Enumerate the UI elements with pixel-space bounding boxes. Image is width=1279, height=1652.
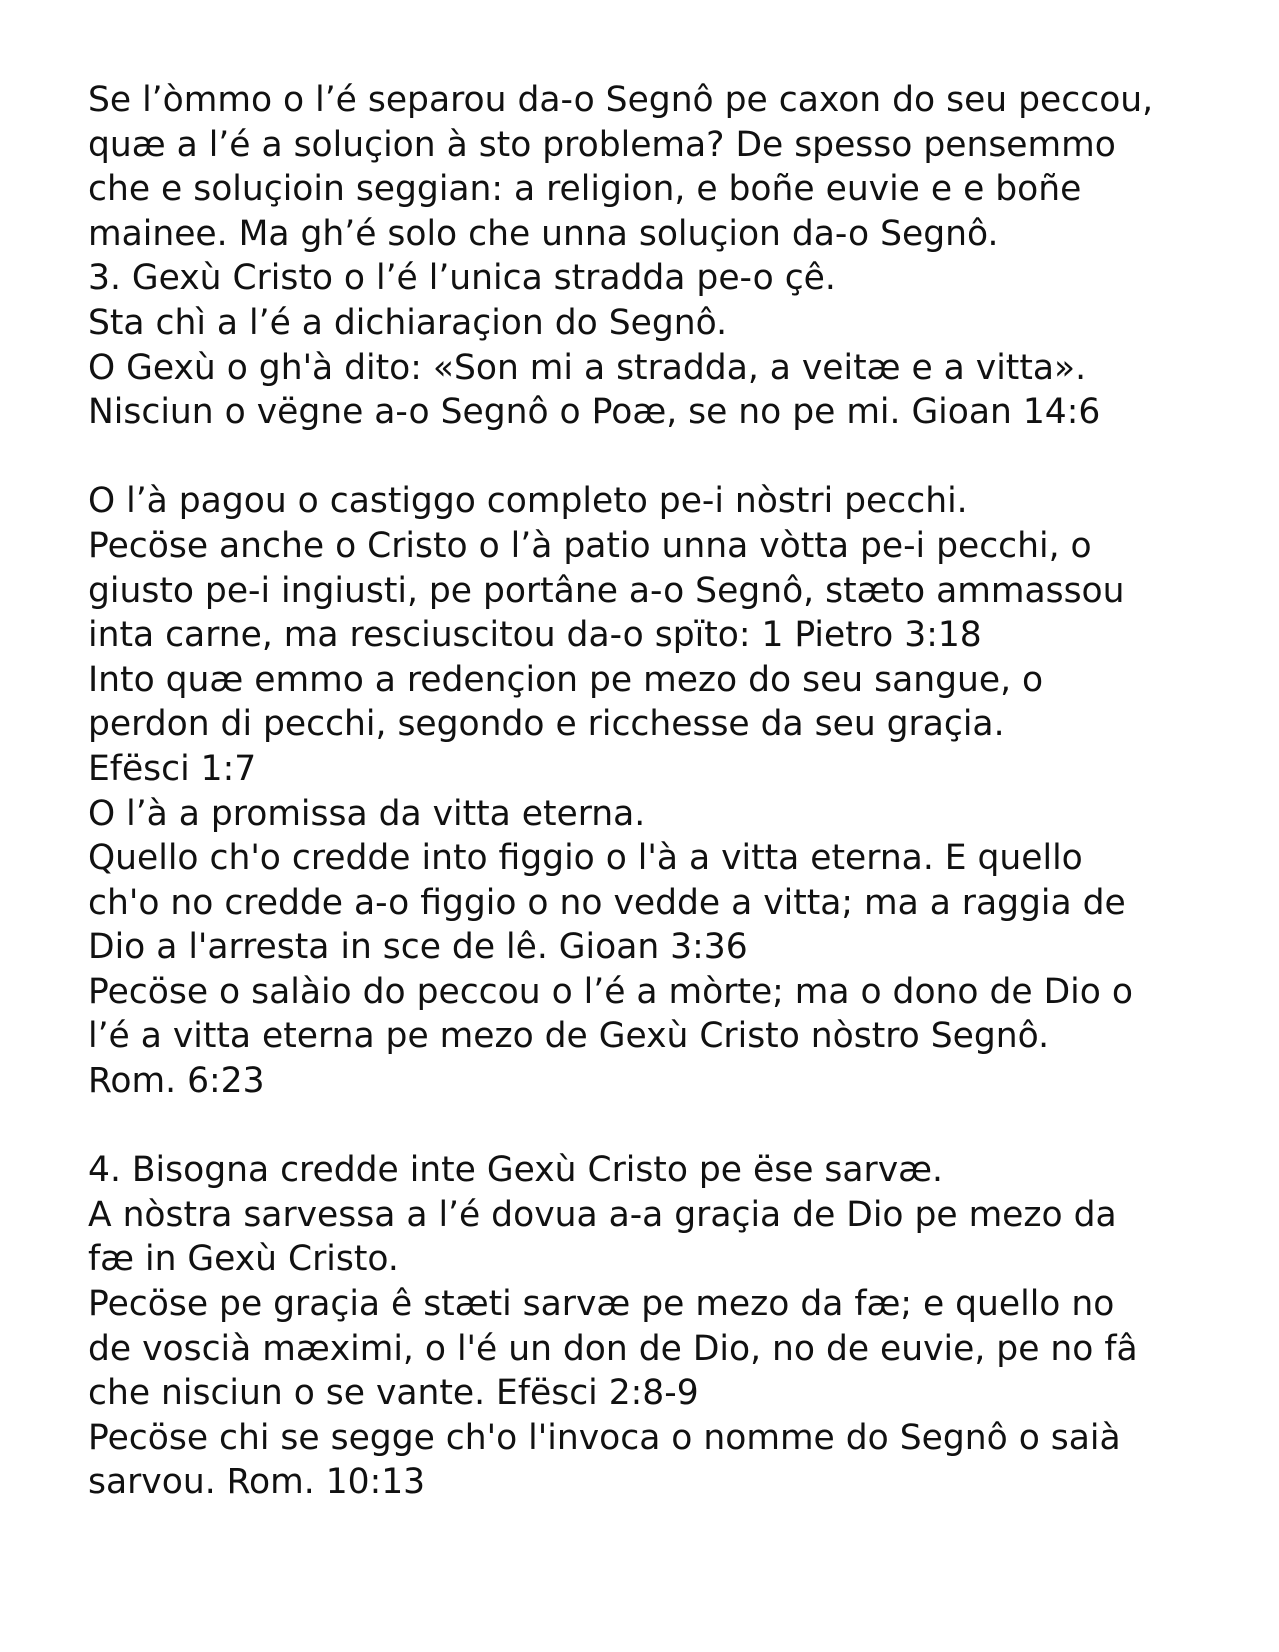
text-line: O l’à a promissa da vitta eterna. — [88, 793, 646, 834]
text-line: A nòstra sarvessa a l’é dovua a-a graçia de Dio pe mezo da — [88, 1194, 1117, 1235]
text-line: sarvou. Rom. 10:13 — [88, 1462, 426, 1503]
text-line: Pecöse pe graçia ê stæti sarvæ pe mezo da fæ; e quello no — [88, 1284, 1115, 1325]
text-line: mainee. Ma gh’é solo che unna soluçion da-o Segnô. — [88, 213, 999, 254]
section-heading: 3. Gexù Cristo o l’é l’unica stradda pe-o çê. — [88, 258, 836, 299]
text-line: de voscià mæximi, o l'é un don de Dio, no de euvie, pe no fâ — [88, 1328, 1138, 1369]
text-line: Nisciun o vëgne a-o Segnô o Poæ, se no pe mi. Gioan 14:6 — [88, 392, 1101, 433]
text-line: che e soluçioin seggian: a religion, e boñe euvie e e boñe — [88, 169, 1082, 210]
text-line: Se l’òmmo o l’é separou da-o Segnô pe caxon do seu peccou, — [88, 80, 1154, 120]
text-line: Pecöse o salàio do peccou o l’é a mòrte; ma o dono de Dio o — [88, 971, 1133, 1012]
text-line: fæ in Gexù Cristo. — [88, 1239, 399, 1280]
text-line: Dio a l'arresta in sce de lê. Gioan 3:36 — [88, 927, 748, 968]
text-line: perdon di pecchi, segondo e ricchesse da seu graçia. — [88, 704, 1005, 745]
text-line: O Gexù o gh'à dito: «Son mi a stradda, a veitæ e a vitta». — [88, 347, 1087, 388]
blank-line — [88, 1104, 1248, 1149]
text-line: Into quæ emmo a redençion pe mezo do seu sangue, o — [88, 659, 1044, 700]
text-line: Pecöse anche o Cristo o l’à patio unna vòtta pe-i pecchi, o — [88, 525, 1092, 566]
document-page — [88, 78, 1248, 1505]
text-line: inta carne, ma resciuscitou da-o spïto: 1 Pietro 3:18 — [88, 615, 982, 656]
blank-line — [88, 435, 1248, 480]
section-heading: 4. Bisogna credde inte Gexù Cristo pe ëse sarvæ. — [88, 1150, 943, 1191]
text-line: Quello ch'o credde into figgio o l'à a vitta eterna. E quello — [88, 838, 1083, 879]
text-line: Efësci 1:7 — [88, 748, 257, 789]
text-line: ch'o no credde a-o figgio o no vedde a vitta; ma a raggia de — [88, 882, 1126, 923]
text-line: Sta chì a l’é a dichiaraçion do Segnô. — [88, 302, 728, 343]
text-line: che nisciun o se vante. Efësci 2:8-9 — [88, 1373, 699, 1414]
text-line: giusto pe-i ingiusti, pe portâne a-o Segnô, stæto ammassou — [88, 570, 1125, 611]
text-line: O l’à pagou o castiggo completo pe-i nòstri pecchi. — [88, 481, 968, 522]
text-line: Rom. 6:23 — [88, 1061, 265, 1102]
text-line: Pecöse chi se segge ch'o l'invoca o nomme do Segnô o saià — [88, 1417, 1121, 1458]
text-line: l’é a vitta eterna pe mezo de Gexù Cristo nòstro Segnô. — [88, 1016, 1050, 1057]
text-line: quæ a l’é a soluçion à sto problema? De spesso pensemmo — [88, 124, 1116, 165]
